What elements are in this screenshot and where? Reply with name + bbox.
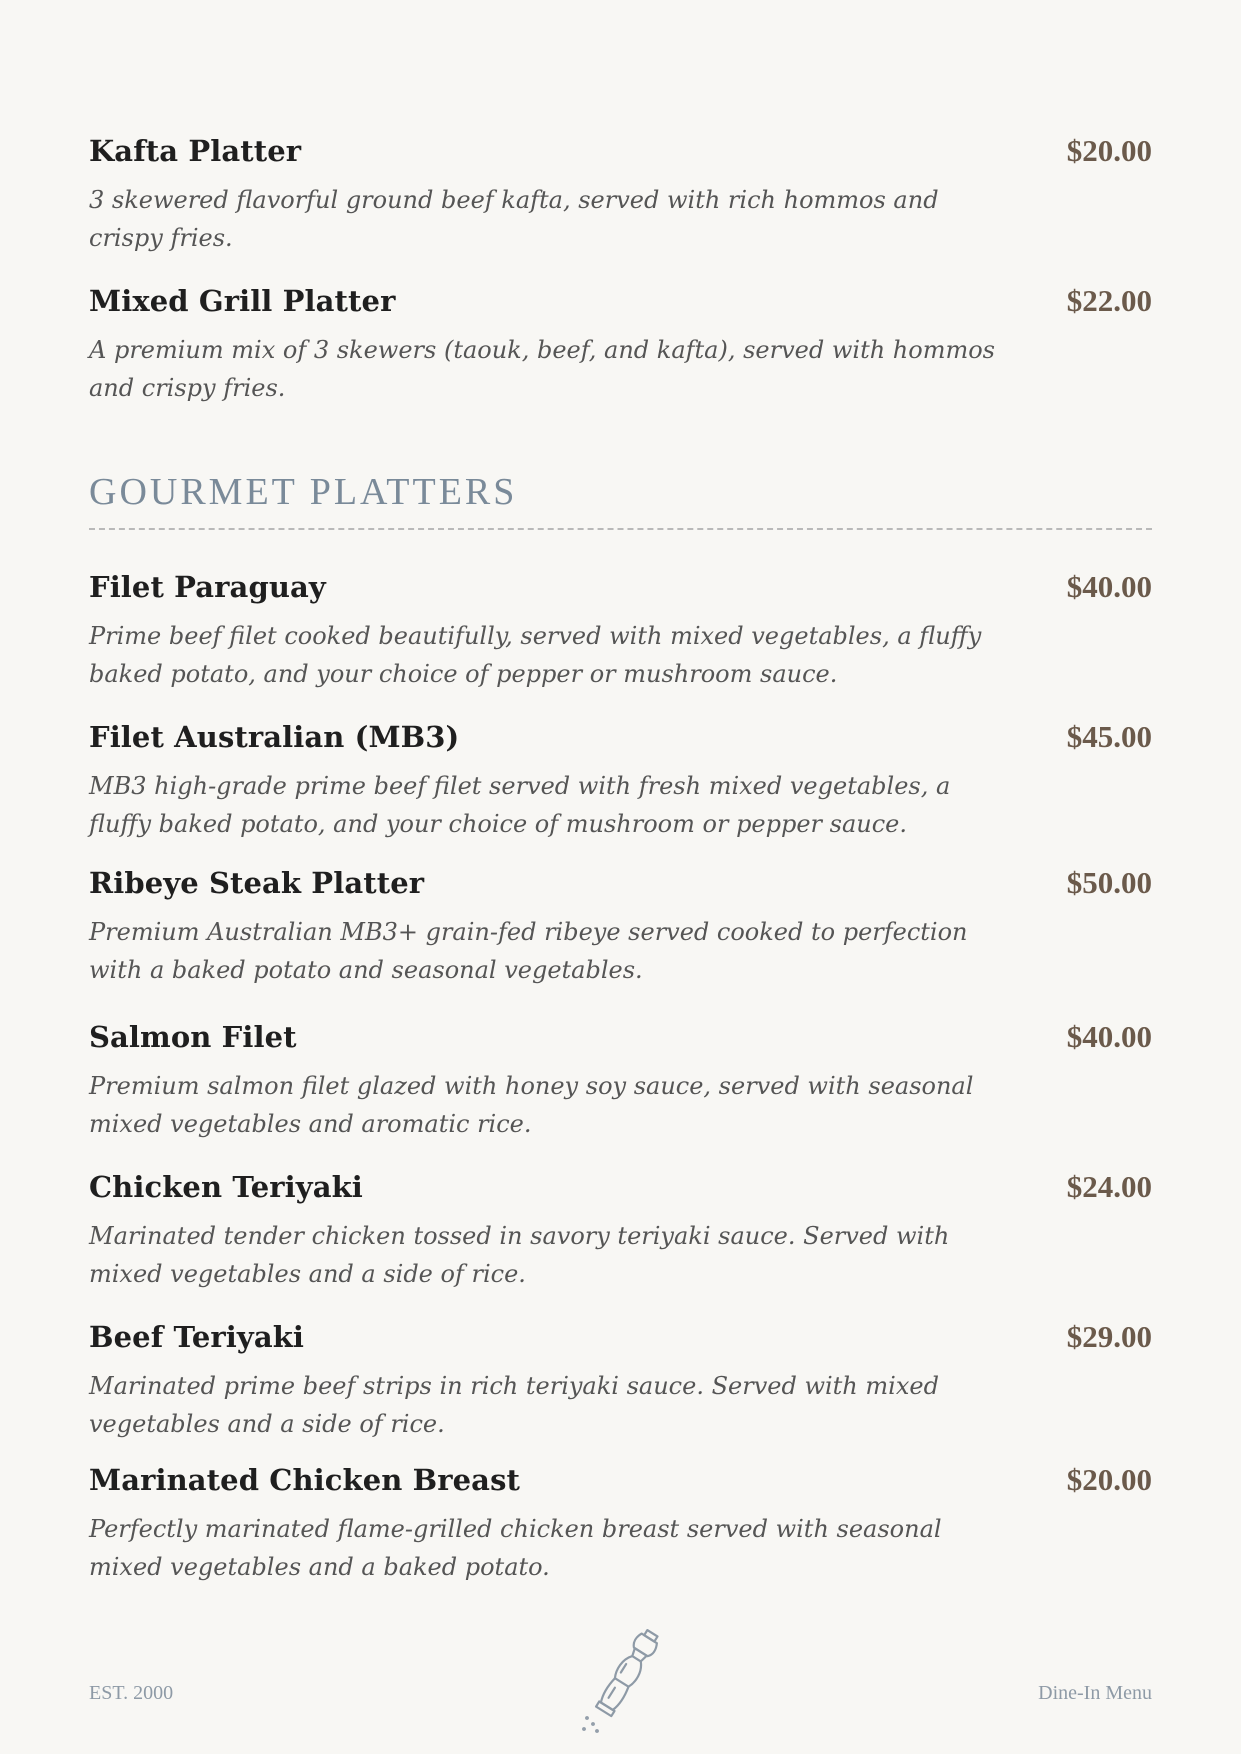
item-description: Marinated prime beef strips in rich teriyaki sauce. Served with mixed vegetables and a side of rice. (89, 1372, 939, 1438)
item-name: Beef Teriyaki (89, 1320, 305, 1354)
item-description: MB3 high-grade prime beef filet served with fresh mixed vegetables, a fluffy baked potato, and your choice of mushroom or pepper sauce. (89, 772, 951, 838)
item-name: Marinated Chicken Breast (89, 1463, 520, 1497)
item-description: A premium mix of 3 skewers (taouk, beef, and kafta), served with hommos and crispy fries. (89, 336, 995, 402)
section-title: GOURMET PLATTERS (89, 471, 518, 513)
item-description: 3 skewered flavorful ground beef kafta, served with rich hommos and crispy fries. (89, 186, 939, 252)
item-price: $20.00 (1066, 1462, 1152, 1497)
item-price: $20.00 (1066, 133, 1152, 168)
section-divider (89, 528, 1152, 530)
menu-item (89, 1462, 1152, 1586)
item-name: Filet Paraguay (89, 570, 326, 604)
footer-established: EST. 2000 (89, 1682, 174, 1704)
item-name: Filet Australian (MB3) (89, 720, 460, 754)
item-price: $22.00 (1066, 283, 1152, 318)
item-name: Chicken Teriyaki (89, 1170, 363, 1204)
item-price: $24.00 (1066, 1169, 1152, 1204)
item-price: $50.00 (1066, 865, 1152, 900)
item-price: $45.00 (1066, 719, 1152, 754)
menu-item (89, 719, 1152, 843)
item-name: Ribeye Steak Platter (89, 866, 425, 900)
item-description: Prime beef filet cooked beautifully, served with mixed vegetables, a fluffy baked potato, and your choice of pepper or mushroom sauce. (89, 622, 982, 688)
item-description: Perfectly marinated flame-grilled chicken breast served with seasonal mixed vegetables and a baked potato. (89, 1515, 942, 1581)
menu-item (89, 1019, 1152, 1143)
item-price: $29.00 (1066, 1319, 1152, 1354)
menu-item (89, 569, 1152, 693)
menu-item (89, 133, 1152, 257)
item-name: Salmon Filet (89, 1020, 297, 1054)
item-description: Marinated tender chicken tossed in savory teriyaki sauce. Served with mixed vegetables and a side of rice. (89, 1222, 950, 1288)
item-price: $40.00 (1066, 569, 1152, 604)
item-name: Mixed Grill Platter (89, 284, 396, 318)
menu-item (89, 865, 1152, 989)
item-description: Premium salmon filet glazed with honey soy sauce, served with seasonal mixed vegetables and aromatic rice. (89, 1072, 974, 1138)
menu-page (89, 0, 1152, 1754)
item-price: $40.00 (1066, 1019, 1152, 1054)
pepper-grinder-icon (569, 1618, 679, 1734)
menu-item (89, 1169, 1152, 1293)
footer-menu-type: Dine-In Menu (1038, 1682, 1152, 1704)
item-name: Kafta Platter (89, 134, 302, 168)
menu-item (89, 283, 1152, 407)
item-description: Premium Australian MB3+ grain-fed ribeye served cooked to perfection with a baked potato and seasonal vegetables. (89, 918, 968, 984)
menu-item (89, 1319, 1152, 1443)
